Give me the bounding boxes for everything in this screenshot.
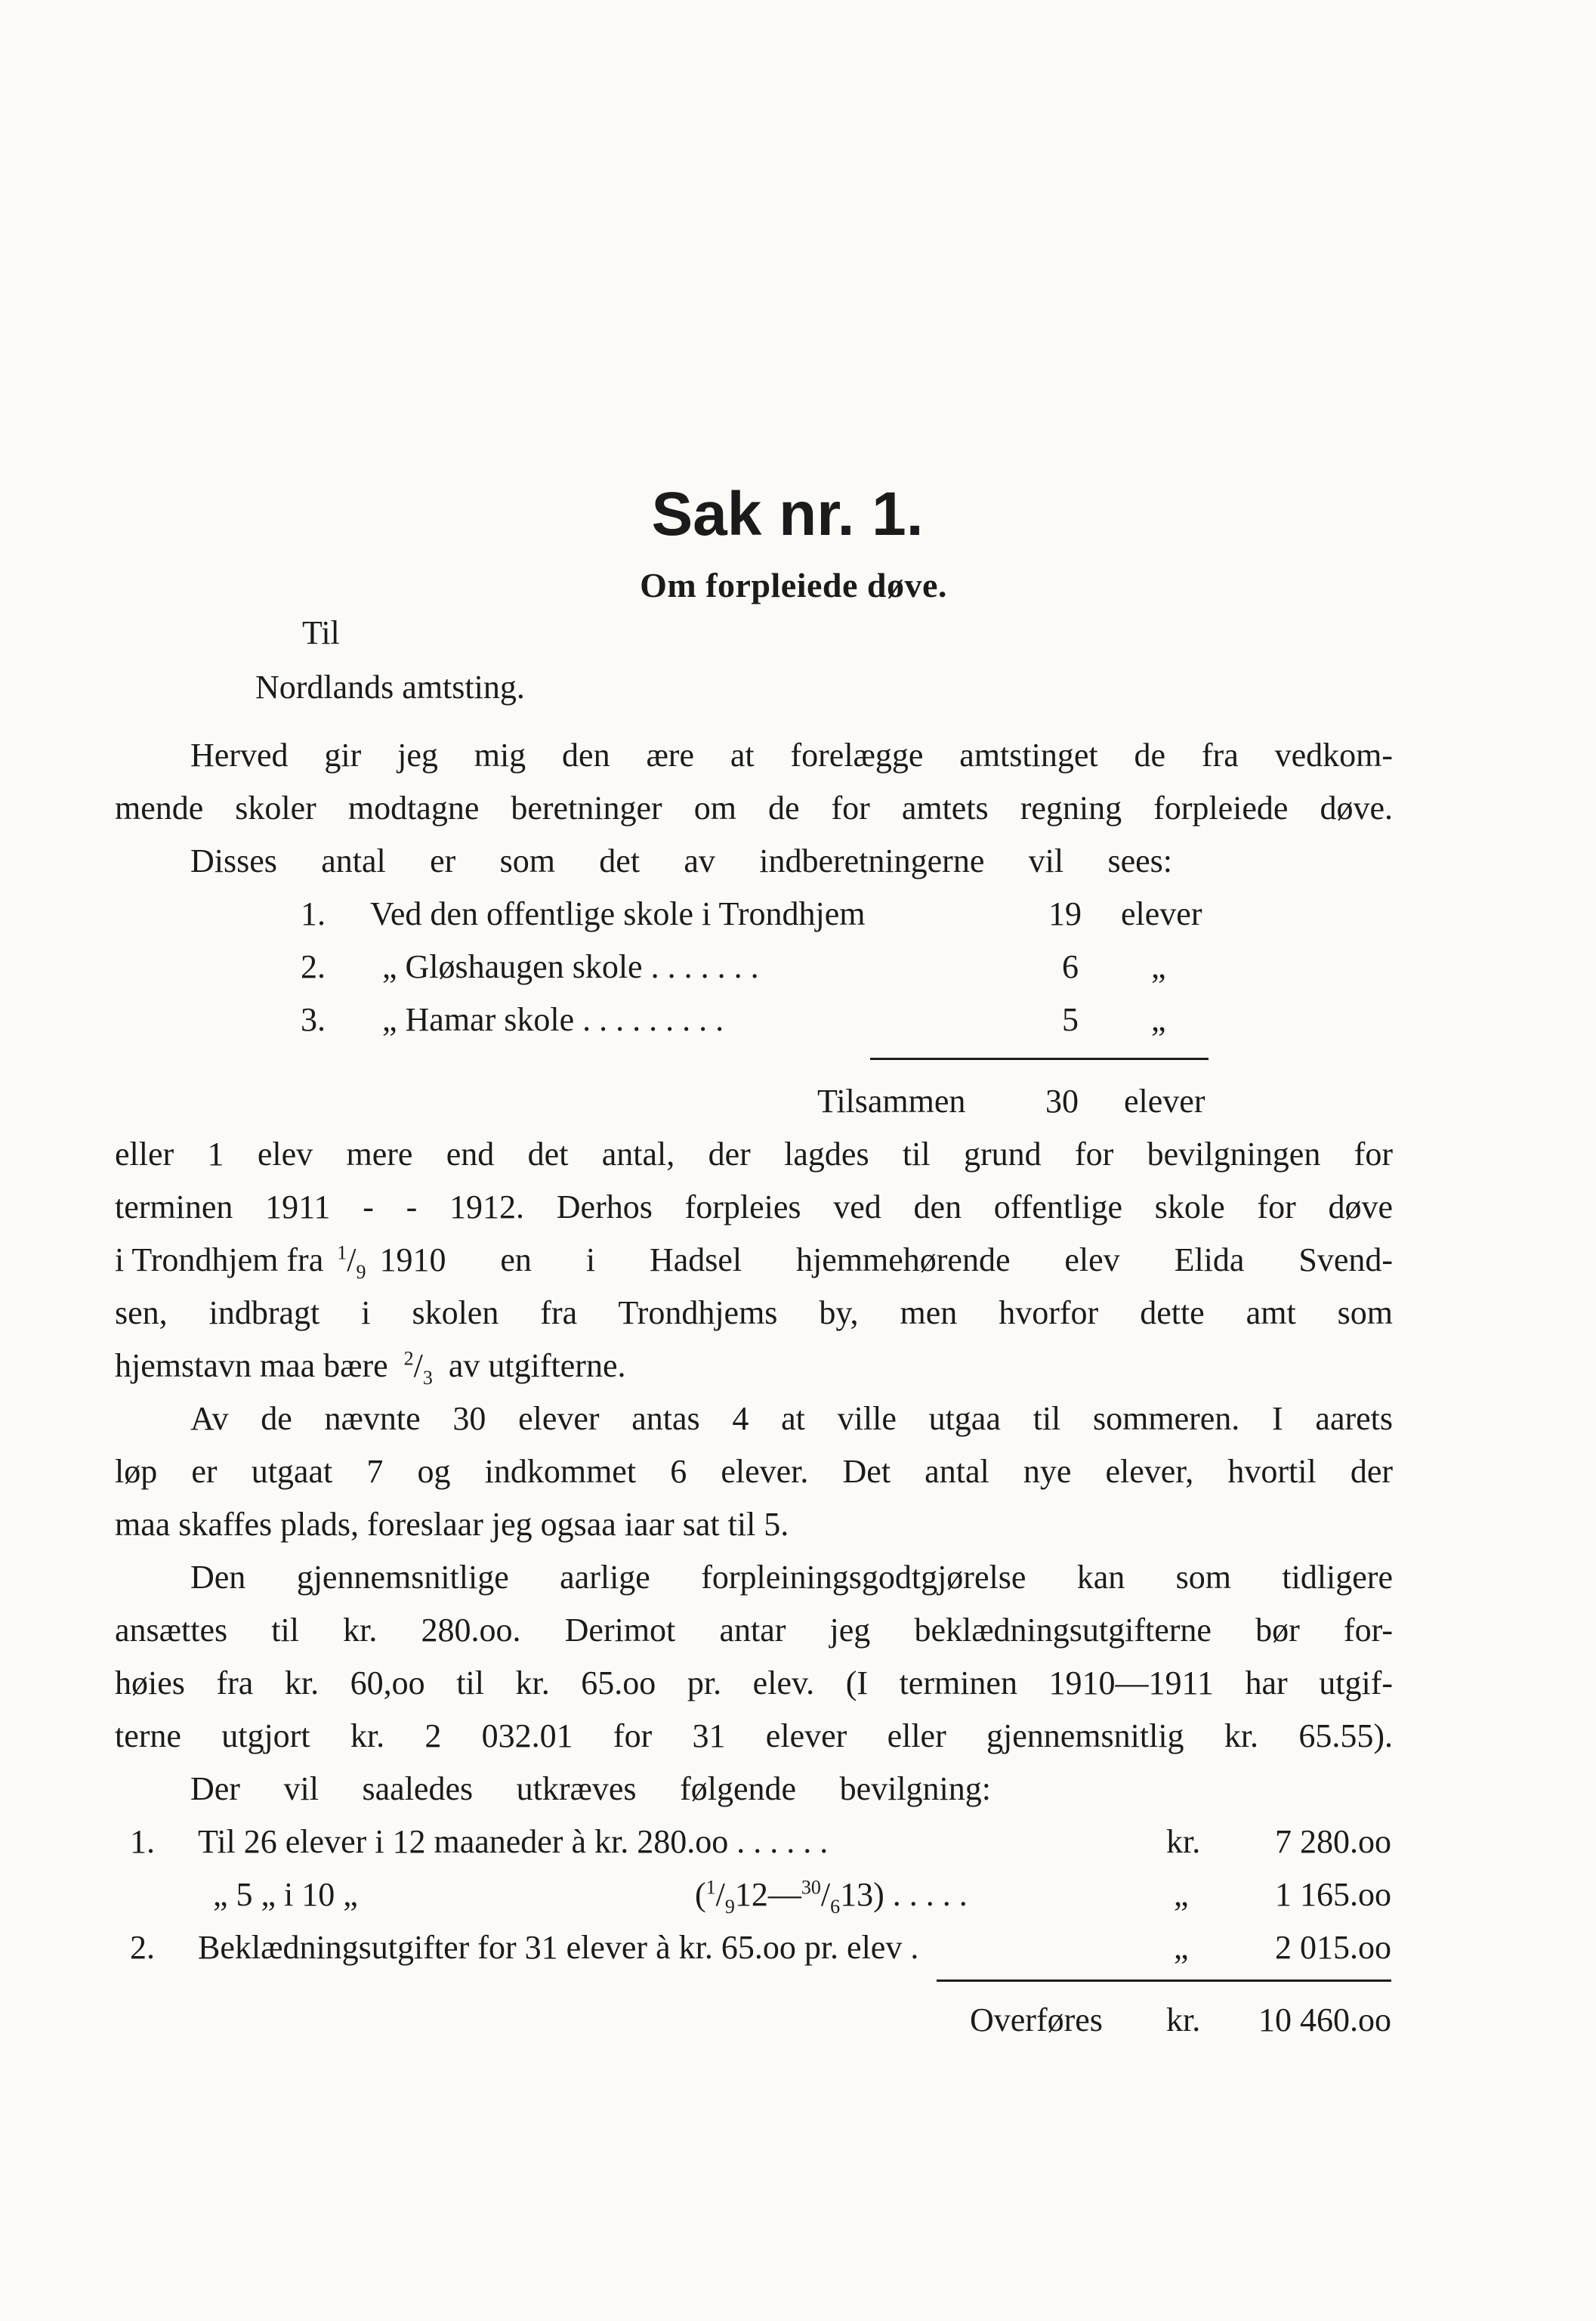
grant-cur-3: „ [1174, 1929, 1189, 1966]
para3-line-2: ansættes til kr. 280.oo. Derimot antar jeg beklædningsutgifterne bør for- [115, 1612, 1393, 1649]
grant-cur-1: kr. [1166, 1823, 1201, 1860]
intro-line-2: mende skoler modtagne beretninger om de for amtets regning forpleiede døve. [115, 790, 1393, 827]
carry-cur: kr. [1166, 2001, 1201, 2038]
grant-text-1: Til 26 elever i 12 maaneder à kr. 280.oo . . . . . . [198, 1823, 829, 1860]
para3-line-4: terne utgjort kr. 2 032.01 for 31 elever eller gjennemsnitlig kr. 65.55). [115, 1717, 1393, 1754]
page-title: Sak nr. 1. [651, 480, 924, 549]
grant-amount-2: 1 165.oo [1275, 1876, 1391, 1913]
para3-line-3: høies fra kr. 60,oo til kr. 65.oo pr. elev. (I terminen 1910—1911 har utgif- [115, 1664, 1393, 1701]
total-unit: elever [1124, 1083, 1205, 1120]
grant-num-1: 1. [130, 1823, 155, 1860]
grant-amount-3: 2 015.oo [1275, 1929, 1391, 1966]
fraction-two-thirds: $^2/_3$ [403, 1347, 433, 1389]
para1-line-2: terminen 1911 - - 1912. Derhos forpleies ved den offentlige skole for døve [115, 1188, 1393, 1225]
grant-num-3: 2. [130, 1929, 155, 1966]
para2-line-2: løp er utgaat 7 og indkommet 6 elever. Det antal nye elever, hvortil der [115, 1453, 1393, 1490]
para1-line-1: eller 1 elev mere end det antal, der lagdes til grund for bevilgningen for [115, 1136, 1393, 1173]
school-unit-3: „ [1151, 1001, 1166, 1038]
para2-line-3: maa skaffes plads, foreslaar jeg ogsaa iaar sat til 5. [115, 1506, 789, 1543]
grant-text-3: Beklædningsutgifter for 31 elever à kr. 65.oo pr. elev . [198, 1929, 919, 1966]
para3-line-5: Der vil saaledes utkræves følgende bevilgning: [190, 1770, 991, 1807]
para1-line-3 [115, 1241, 1393, 1283]
school-count-1: 19 [1048, 895, 1082, 932]
school-name-2: „ Gløshaugen skole . . . . . . . [382, 948, 759, 985]
school-count-3: 5 [1062, 1001, 1079, 1038]
school-num-3: 3. [301, 1001, 326, 1038]
para3-line-1: Den gjennemsnitlige aarlige forpleiningsgodtgjørelse kan som tidligere [190, 1559, 1393, 1596]
carry-amount: 10 460.oo [1258, 2001, 1391, 2038]
school-name-3: „ Hamar skole . . . . . . . . . [382, 1001, 724, 1038]
sum-rule-left [870, 1058, 1057, 1060]
school-unit-1: elever [1121, 895, 1202, 932]
total-count: 30 [1045, 1083, 1079, 1120]
address-line-1: Til [302, 614, 340, 651]
intro-line-1: Herved gir jeg mig den ære at forelægge amtstinget de fra vedkom- [190, 737, 1393, 774]
school-num-2: 2. [301, 948, 326, 985]
carry-label: Overføres [970, 2001, 1103, 2038]
school-count-2: 6 [1062, 948, 1079, 985]
total-label: Tilsammen [817, 1083, 966, 1120]
intro-line-3: Disses antal er som det av indberetningerne vil sees: [190, 842, 1172, 879]
grant-text-2: „ 5 „ i 10 „ [213, 1876, 358, 1913]
school-name-1: Ved den offentlige skole i Trondhjem [370, 895, 866, 932]
para1-line-5a: hjemstavn maa bære [115, 1347, 388, 1384]
para1-line-3a: i Trondhjem fra [115, 1241, 324, 1278]
grant-period-2: $(^1/_912—^{30}/_613)$ . . . . . [695, 1876, 968, 1918]
para1-line-3b: 1910 en i Hadsel hjemmehørende elev Elida Svend- [379, 1241, 1393, 1278]
sum-rule-right [1057, 1058, 1209, 1060]
page-subtitle: Om forpleiede døve. [640, 566, 947, 604]
address-line-2: Nordlands amtsting. [255, 669, 525, 706]
para2-line-1: Av de nævnte 30 elever antas 4 at ville utgaa til sommeren. I aarets [190, 1400, 1393, 1437]
grant-cur-2: „ [1174, 1876, 1189, 1913]
carry-rule [937, 1979, 1391, 1982]
school-unit-2: „ [1151, 948, 1166, 985]
para1-line-4: sen, indbragt i skolen fra Trondhjems by, men hvorfor dette amt som [115, 1294, 1393, 1331]
school-num-1: 1. [301, 895, 326, 932]
para1-line-5 [115, 1347, 626, 1389]
grant-amount-1: 7 280.oo [1275, 1823, 1391, 1860]
para1-line-5b: av utgifterne. [448, 1347, 626, 1384]
fraction-date-1: $^1/_9$ [337, 1241, 366, 1283]
